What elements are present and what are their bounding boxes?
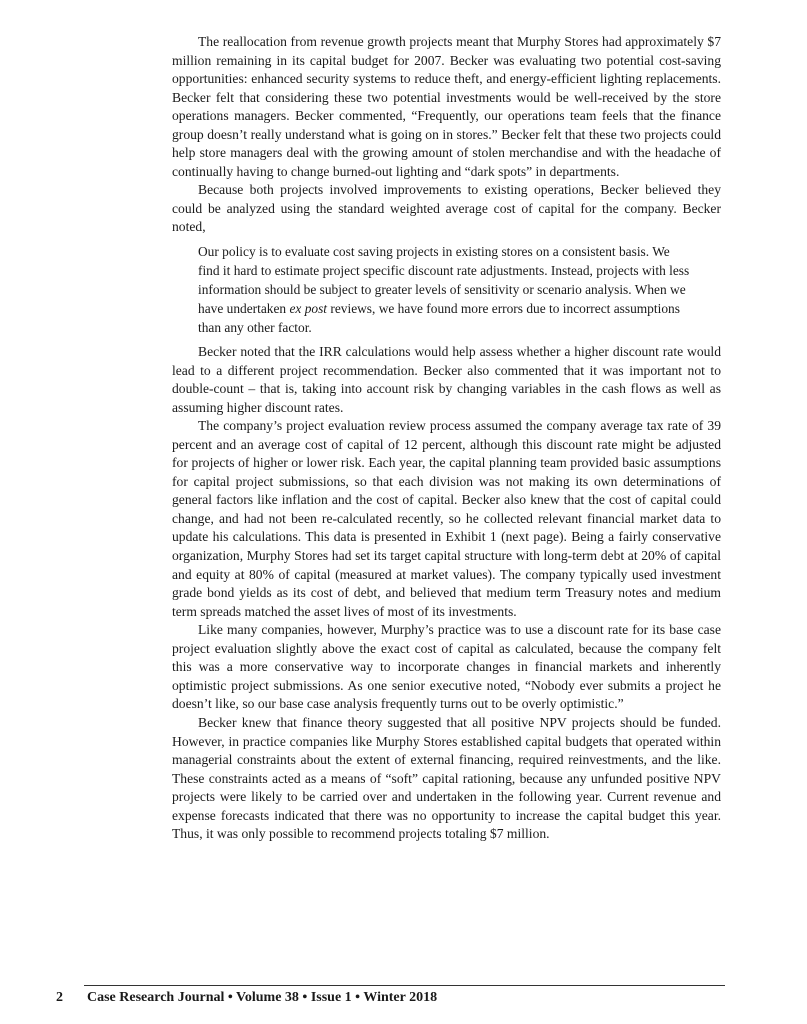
quote-text-start: Our policy is to evaluate cost saving projects in existing stores on a consistent basis. We find it hard to estimate project specific discount rate adjustments. Instead, projects with less information should be subject to greater levels of sensitivity or scenario analysis. When we have undertaken — [198, 244, 690, 317]
paragraph-capital-rationing: Becker knew that finance theory suggested that all positive NPV projects should be funded. However, in practice companies like Murphy Stores established capital budgets that operated within managerial constraints about the extent of external financing, required reinvestments, and the like. These constraints acted as a means of “soft” capital rationing, because any unfunded positive NPV projects were likely to be carried over and undertaken in the following year. Current revenue and expense forecasts indicated that there was no opportunity to increase the capital budget this year. Thus, it was only possible to recommend projects totaling $7 million. — [172, 714, 721, 842]
paragraph-discount-rate: Like many companies, however, Murphy’s practice was to use a discount rate for its base case project evaluation slightly above the exact cost of capital as calculated, because the company felt this was a more conservative way to incorporate changes in financial markets and inherently optimistic project submissions. As one senior executive noted, “Nobody ever submits a project he doesn’t like, so our base case analysis frequently turns out to be overly optimistic.” — [172, 622, 721, 712]
block-quote — [198, 242, 691, 337]
footer-divider — [84, 985, 725, 986]
paragraph-review-process: The company’s project evaluation review process assumed the company average tax rate of 39 percent and an average cost of capital of 12 percent, although this discount rate might be adjusted for projects of higher or lower risk. Each year, the capital planning team provided basic assumptions for capital project submissions, so that each division was not making its own determinations of general factors like inflation and the cost of capital. Becker also knew that the cost of capital could change, and had not been re-calculated recently, so he collected relevant financial market data to update his calculations. This data is presented in Exhibit 1 (next page). Being a fairly conservative organization, Murphy Stores had set its target capital structure with long-term debt at 20% of capital and equity at 80% of capital (measured at market values). The company typically used investment grade bond yields as its cost of debt, and believed that medium term Treasury notes and medium term spreads matched the asset lives of most of its investments. — [172, 418, 721, 619]
body-text — [172, 33, 721, 844]
quote-text-end: reviews, we have found more errors due to incorrect assumptions than any other factor. — [198, 301, 680, 336]
paragraph-capital-budget: The reallocation from revenue growth projects meant that Murphy Stores had approximately $7 million remaining in its capital budget for 2007. Becker was evaluating two potential cost-saving opportunities: enhanced security systems to reduce theft, and energy-efficient lighting replacements. Becker felt that considering these two potential investments would be well-received by the store operations managers. Becker commented, “Frequently, our operations team feels that the finance group doesn’t really understand what is going on in stores.” Becker felt that these two projects could help store managers deal with the growing amount of stolen merchandise and with the headache of continually having to change burned-out lighting and “dark spots” in departments. — [172, 34, 721, 179]
page-footer — [0, 990, 807, 1012]
paragraph-irr: Becker noted that the IRR calculations would help assess whether a higher discount rate would lead to a different project recommendation. Becker also commented that it was important not to double-count – that is, taking into account risk by changing variables in the cash flows as well as assuming higher discount rates. — [172, 344, 721, 415]
quote-italic-term: ex post — [289, 301, 328, 317]
page-number: 2 — [56, 990, 63, 1005]
paragraph-wacc: Because both projects involved improvements to existing operations, Becker believed they could be analyzed using the standard weighted average cost of capital for the company. Becker noted, — [172, 182, 721, 235]
journal-citation: Case Research Journal • Volume 38 • Issue 1 • Winter 2018 — [87, 990, 438, 1005]
